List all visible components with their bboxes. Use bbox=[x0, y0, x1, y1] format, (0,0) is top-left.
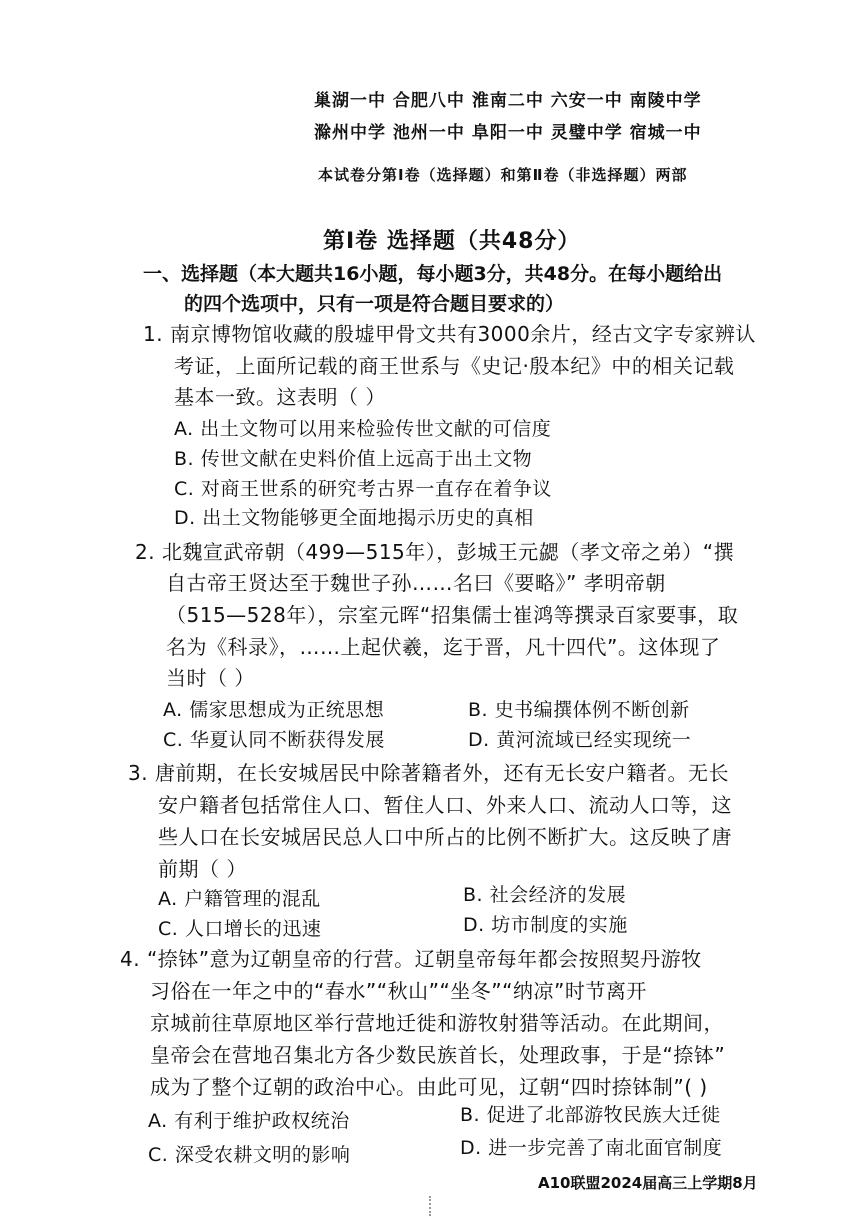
question-1-option-d: D. 出土文物能够更全面地揭示历史的真相 bbox=[174, 507, 534, 529]
question-4-option-c: C. 深受农耕文明的影响 bbox=[148, 1144, 351, 1166]
question-4-line-3: 京城前往草原地区举行营地迁徙和游牧射猎等活动。在此期间， bbox=[150, 1011, 724, 1035]
school-list-row-2: 滁州中学 池州一中 阜阳一中 灵璧中学 宿城一中 bbox=[314, 123, 702, 143]
question-2-line-2: 自古帝王贤达至于魏世子孙……名曰《要略》” 孝明帝朝 bbox=[166, 571, 666, 595]
question-2-option-c: C. 华夏认同不断获得发展 bbox=[163, 729, 385, 751]
question-2-option-d: D. 黄河流域已经实现统一 bbox=[468, 729, 692, 751]
question-4-option-a: A. 有利于维护政权统治 bbox=[148, 1110, 350, 1132]
page-fold-mark bbox=[429, 1196, 433, 1216]
question-2-option-a: A. 儒家思想成为正统思想 bbox=[163, 699, 385, 721]
question-1-line-1: 1. 南京博物馆收藏的殷墟甲骨文共有3000余片，经古文字专家辨认 bbox=[143, 322, 756, 346]
section-instructions-line-2: 的四个选项中，只有一项是符合题目要求的） bbox=[184, 293, 565, 315]
question-3-line-3: 些人口在长安城居民总人口中所占的比例不断扩大。这反映了唐 bbox=[158, 825, 732, 849]
question-2-line-4: 名为《科录》，……上起伏羲，迄于晋，凡十四代”。这体现了 bbox=[166, 635, 721, 659]
question-4-option-b: B. 促进了北部游牧民族大迁徙 bbox=[460, 1104, 721, 1126]
question-2-line-1: 2. 北魏宣武帝朝（499—515年），彭城王元勰（孝文帝之弟）“撰 bbox=[135, 540, 735, 564]
section-instructions-line-1: 一、选择题（本大题共16小题，每小题3分，共48分。在每小题给出 bbox=[143, 263, 723, 285]
question-2-line-3: （515—528年），宗室元晖“招集儒士崔鸿等撰录百家要事，取 bbox=[166, 603, 739, 627]
question-2-line-5: 当时（ ） bbox=[166, 666, 255, 690]
question-3-option-d: D. 坊市制度的实施 bbox=[463, 914, 628, 936]
exam-note: 本试卷分第Ⅰ卷（选择题）和第Ⅱ卷（非选择题）两部 bbox=[318, 166, 688, 184]
question-4-line-2: 习俗在一年之中的“春水”“秋山”“坐冬”“纳凉”时节离开 bbox=[150, 979, 647, 1003]
part-title: 第Ⅰ卷 选择题（共48分） bbox=[323, 229, 581, 254]
question-4-line-1: 4. “捺钵”意为辽朝皇帝的行营。辽朝皇帝每年都会按照契丹游牧 bbox=[120, 947, 702, 971]
question-3-line-2: 安户籍者包括常住人口、暂住人口、外来人口、流动人口等，这 bbox=[158, 793, 732, 817]
question-4-line-4: 皇帝会在营地召集北方各少数民族首长，处理政事，于是“捺钵” bbox=[150, 1043, 726, 1067]
question-4-option-d: D. 进一步完善了南北面官制度 bbox=[460, 1137, 723, 1159]
question-1-option-a: A. 出土文物可以用来检验传世文献的可信度 bbox=[174, 418, 552, 440]
footer-exam-label: A10联盟2024届高三上学期8月 bbox=[538, 1174, 758, 1192]
question-1-line-3: 基本一致。这表明（ ） bbox=[174, 385, 386, 409]
question-3-option-b: B. 社会经济的发展 bbox=[463, 884, 627, 906]
question-1-option-b: B. 传世文献在史料价值上远高于出土文物 bbox=[174, 448, 533, 470]
school-list-row-1: 巢湖一中 合肥八中 淮南二中 六安一中 南陵中学 bbox=[314, 91, 702, 111]
question-3-line-1: 3. 唐前期，在长安城居民中除著籍者外，还有无长安户籍者。无长 bbox=[128, 761, 729, 785]
question-2-option-b: B. 史书编撰体例不断创新 bbox=[468, 699, 690, 721]
question-1-line-2: 考证，上面所记载的商王世系与《史记·殷本纪》中的相关记载 bbox=[174, 354, 735, 378]
question-3-option-a: A. 户籍管理的混乱 bbox=[158, 888, 321, 910]
question-1-option-c: C. 对商王世系的研究考古界一直存在着争议 bbox=[174, 478, 552, 500]
question-3-line-4: 前期（ ） bbox=[158, 857, 247, 881]
question-3-option-c: C. 人口增长的迅速 bbox=[158, 918, 322, 940]
question-4-line-5: 成为了整个辽朝的政治中心。由此可见，辽朝“四时捺钵制”( ) bbox=[150, 1075, 708, 1099]
